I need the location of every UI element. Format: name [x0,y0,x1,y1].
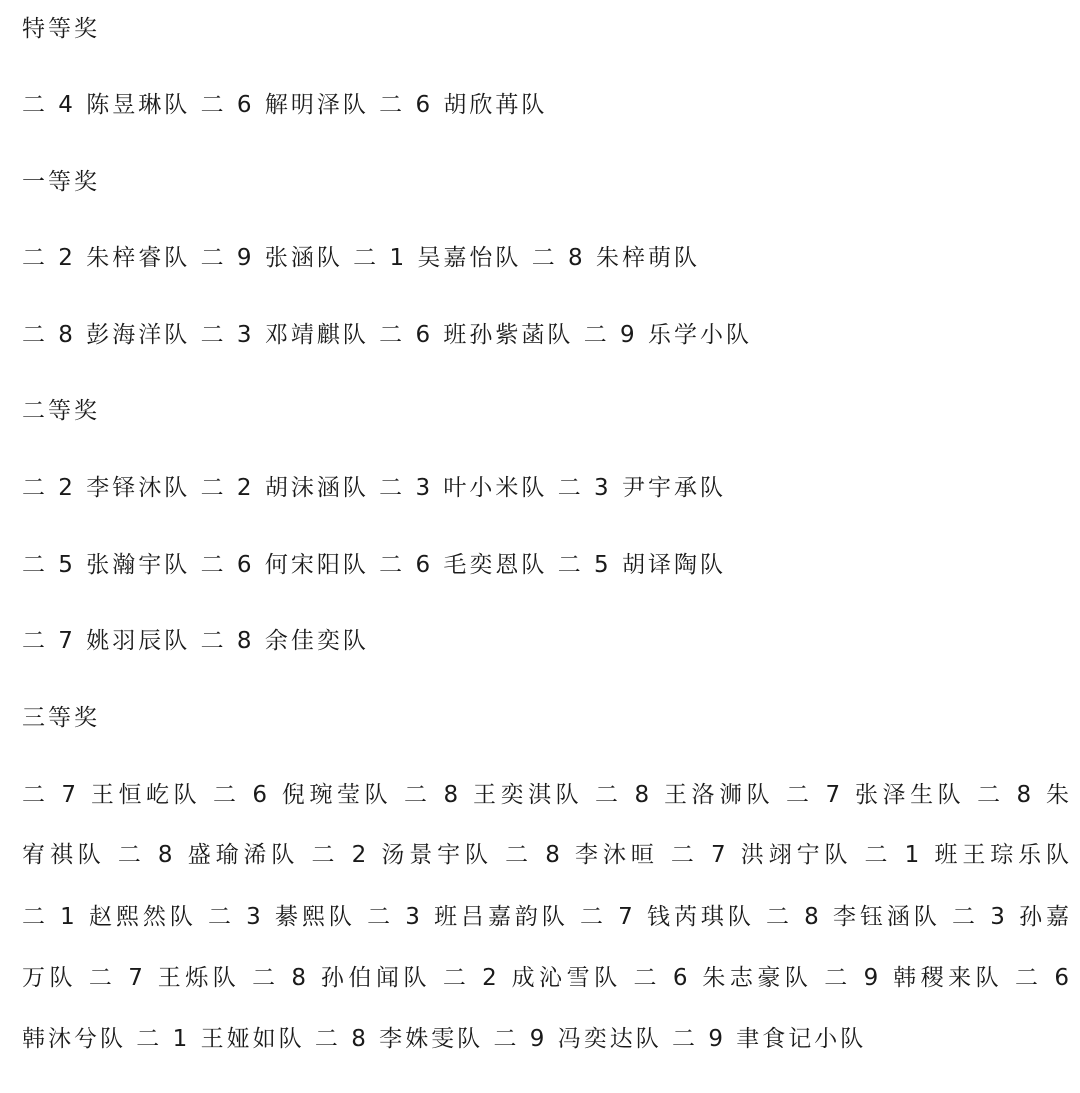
first-prize-teams-row: 二 8 彭海洋队 二 3 邓靖麒队 二 6 班孙紫菡队 二 9 乐学小队 [22,322,752,348]
third-prize-teams-row: 二 1 赵熙然队 二 3 綦熙队 二 3 班吕嘉韵队 二 7 钱芮琪队 二 8 李钰涵队 二 3 孙嘉 [22,904,1072,930]
heading-special-prize: 特等奖 [22,16,100,42]
heading-third-prize: 三等奖 [22,705,100,731]
third-prize-teams-row: 韩沐兮队 二 1 王娅如队 二 8 李姝雯队 二 9 冯奕达队 二 9 聿食记小队 [22,1026,867,1052]
heading-second-prize: 二等奖 [22,398,100,424]
second-prize-teams-row: 二 5 张瀚宇队 二 6 何宋阳队 二 6 毛奕恩队 二 5 胡译陶队 [22,552,726,578]
special-prize-teams: 二 4 陈昱琳队 二 6 解明泽队 二 6 胡欣苒队 [22,92,548,118]
second-prize-teams-row: 二 7 姚羽辰队 二 8 余佳奕队 [22,628,369,654]
heading-first-prize: 一等奖 [22,169,100,195]
first-prize-teams-row: 二 2 朱梓睿队 二 9 张涵队 二 1 吴嘉怡队 二 8 朱梓萌队 [22,245,700,271]
third-prize-teams-row: 宥祺队 二 8 盛瑜浠队 二 2 汤景宇队 二 8 李沐晅 二 7 洪翊宁队 二 1 班王琮乐队 [22,842,1072,868]
third-prize-teams-row: 万队 二 7 王烁队 二 8 孙伯闻队 二 2 成沁雪队 二 6 朱志豪队 二 9 韩稷来队 二 6 [22,965,1072,991]
third-prize-teams-row: 二 7 王恒屹队 二 6 倪琬莹队 二 8 王奕淇队 二 8 王洛浉队 二 7 张泽生队 二 8 朱 [22,782,1072,808]
second-prize-teams-row: 二 2 李铎沐队 二 2 胡沫涵队 二 3 叶小米队 二 3 尹宇承队 [22,475,726,501]
